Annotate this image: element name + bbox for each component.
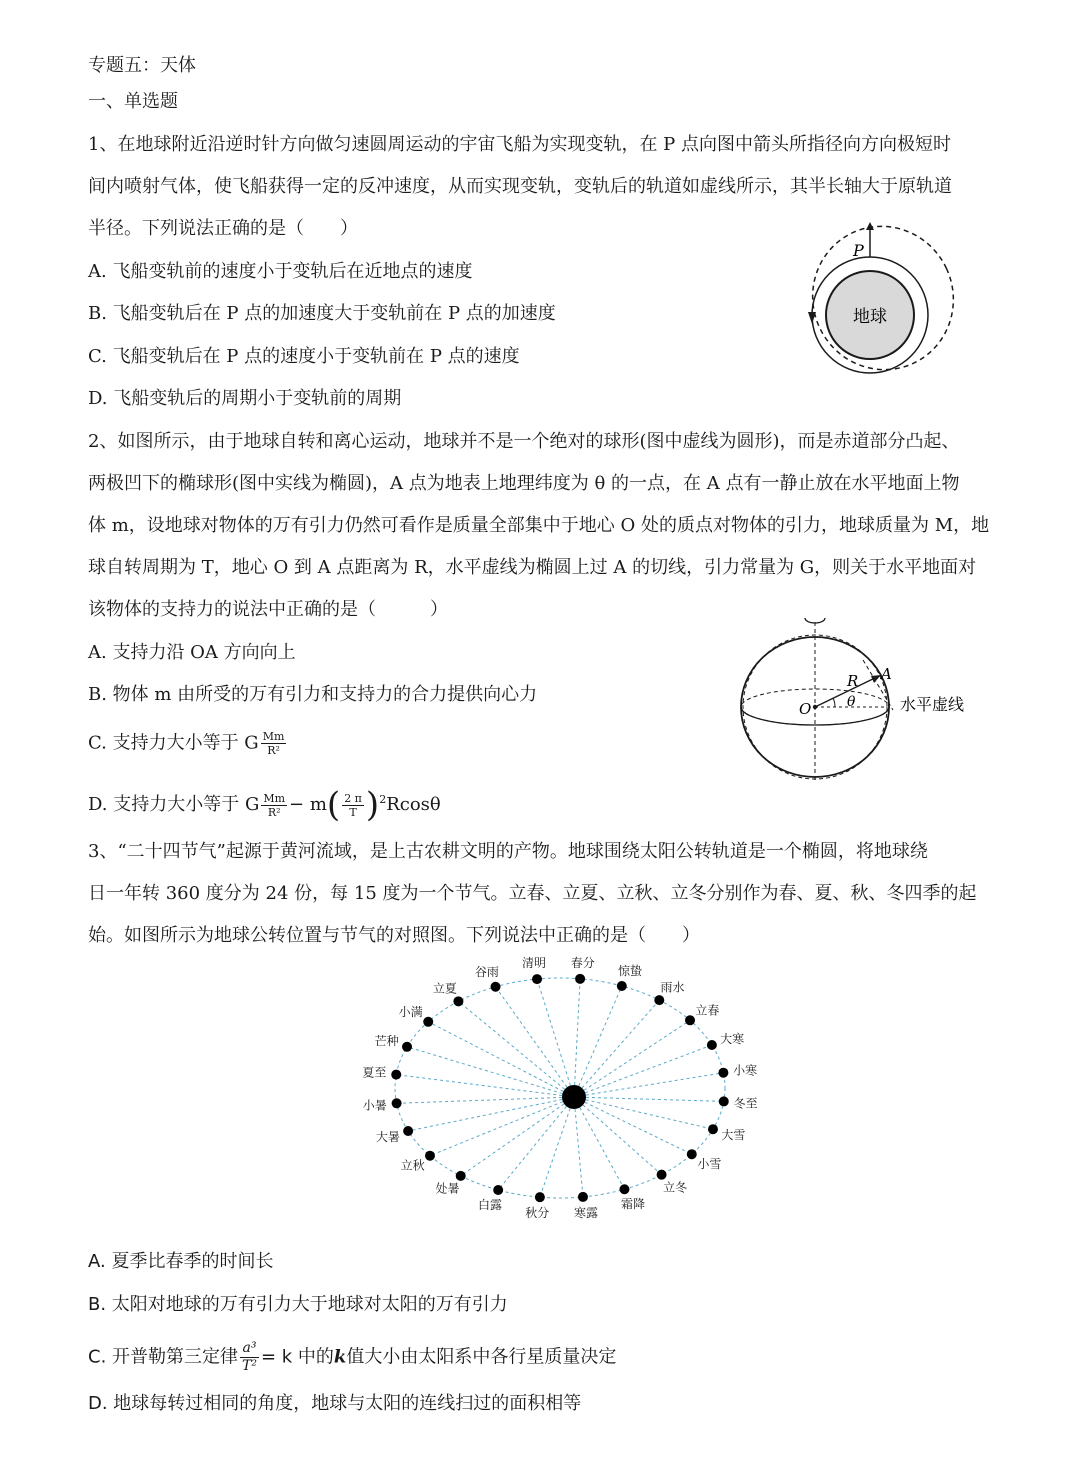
term-dot — [687, 1149, 697, 1159]
term-label: 大雪 — [721, 1128, 746, 1143]
term-label: 芒种 — [374, 1033, 399, 1048]
term-label: 惊蛰 — [618, 964, 643, 979]
label-r: R — [847, 672, 859, 690]
term-label: 清明 — [521, 956, 546, 971]
direction-arrow-icon — [808, 312, 816, 324]
term-label: 小寒 — [733, 1063, 758, 1078]
term-dot — [453, 996, 463, 1006]
q1-option-c[interactable]: C. 飞船变轨后在 P 点的速度小于变轨前在 P 点的速度 — [88, 346, 520, 367]
label-a: A — [881, 665, 892, 683]
term-dot — [532, 974, 542, 984]
q2-stem-line-4: 球自转周期为 T，地心 O 到 A 点距离为 R，水平虚线为椭圆上过 A 的切线，引力常量为 G，则关于水平地面对 — [88, 557, 977, 578]
term-label: 立秋 — [400, 1158, 425, 1173]
term-spoke — [574, 1097, 692, 1154]
term-label: 雨水 — [660, 980, 685, 995]
term-dot — [535, 1192, 545, 1202]
q2-option-d-prefix: D. 支持力大小等于 G — [88, 794, 260, 815]
term-label: 秋分 — [525, 1206, 550, 1221]
earth-label: 地球 — [853, 307, 887, 327]
term-spoke — [574, 1097, 724, 1101]
q3-option-b[interactable]: B. 太阳对地球的万有引力大于地球对太阳的万有引力 — [88, 1294, 508, 1315]
q2-option-a[interactable]: A. 支持力沿 OA 方向向上 — [88, 642, 296, 663]
page-title: 专题五：天体 — [88, 55, 196, 76]
label-theta: θ — [847, 694, 856, 710]
term-label: 大寒 — [720, 1031, 745, 1046]
term-spoke — [574, 986, 622, 1097]
term-spoke — [574, 1097, 662, 1175]
q1-orbit-figure — [795, 220, 965, 390]
earth-orbit — [395, 978, 725, 1198]
q3-option-c-mid: = k 中的 — [260, 1346, 334, 1368]
term-dot — [403, 1126, 413, 1136]
term-dot — [657, 1170, 667, 1180]
label-o: O — [799, 700, 812, 718]
q3-option-c-prefix: C. 开普勒第三定律 — [88, 1346, 239, 1368]
label-horizontal: 水平虚线 — [900, 695, 965, 714]
term-dot — [617, 981, 627, 991]
section-heading: 一、单选题 — [88, 91, 178, 112]
term-spoke — [574, 979, 580, 1097]
sun — [562, 1085, 586, 1109]
term-label: 春分 — [570, 955, 595, 970]
term-spoke — [574, 1045, 712, 1097]
solar-terms-diagram — [340, 955, 758, 1235]
q2-option-d-exponent: 2 — [379, 793, 387, 806]
q1-option-b[interactable]: B. 飞船变轨后在 P 点的加速度大于变轨前在 P 点的加速度 — [88, 303, 556, 324]
term-spoke — [428, 1022, 574, 1097]
q2-option-c[interactable] — [88, 730, 288, 757]
q2-stem-line-2: 两极凹下的椭球形(图中实线为椭圆)，A 点为地表上地理纬度为 θ 的一点，在 A 点有一静止放在水平地面上物 — [88, 473, 960, 494]
term-dot — [685, 1015, 695, 1025]
arrow-head-icon — [866, 222, 874, 230]
term-label: 大暑 — [375, 1130, 400, 1145]
term-label: 立春 — [695, 1003, 720, 1018]
term-dot — [708, 1124, 718, 1134]
radius-arrow-icon — [871, 675, 881, 683]
term-label: 冬至 — [733, 1096, 758, 1111]
q3-option-c-fraction: $\frac{\text{a³}}{\text{T²}}$ — [242, 1340, 257, 1374]
term-dot — [423, 1017, 433, 1027]
term-spoke — [574, 1097, 713, 1129]
term-dot — [619, 1184, 629, 1194]
term-spoke — [574, 1000, 659, 1097]
q3-option-d[interactable]: D. 地球每转过相同的角度，地球与太阳的连线扫过的面积相等 — [88, 1393, 582, 1414]
q2-option-c-prefix: C. 支持力大小等于 G — [88, 732, 259, 754]
term-dot — [392, 1098, 402, 1108]
q2-ellipsoid-figure — [735, 610, 985, 785]
term-dot — [578, 1192, 588, 1202]
term-label: 处暑 — [435, 1181, 460, 1196]
term-dot — [718, 1068, 728, 1078]
term-spoke — [498, 1097, 574, 1190]
term-dot — [654, 995, 664, 1005]
q3-stem-line-2: 日一年转 360 度分为 24 份，每 15 度为一个节气。立春、立夏、立秋、立冬分别作为春、夏、秋、冬四季的起 — [88, 883, 977, 904]
q1-option-d[interactable]: D. 飞船变轨后的周期小于变轨前的周期 — [88, 388, 402, 409]
q3-option-a[interactable]: A. 夏季比春季的时间长 — [88, 1251, 274, 1272]
term-spoke — [396, 1075, 574, 1097]
term-spoke — [430, 1097, 574, 1156]
q2-option-d-inner-fraction: $\frac{2 \pi}{T}$ — [344, 791, 362, 819]
q2-stem-line-1: 2、如图所示，由于地球自转和离心运动，地球并不是一个绝对的球形(图中虚线为圆形)，而是赤道部分凸起、 — [88, 431, 960, 452]
term-label: 小满 — [398, 1005, 423, 1020]
q2-option-b[interactable]: B. 物体 m 由所受的万有引力和支持力的合力提供向心力 — [88, 684, 538, 705]
q2-stem-line-5: 该物体的支持力的说法中正确的是（ ） — [88, 599, 448, 620]
q2-option-d-fraction: $\frac{Mm}{\text{R²}}$ — [263, 791, 286, 819]
term-dot — [719, 1096, 729, 1106]
term-spoke — [458, 1001, 574, 1097]
term-label: 霜降 — [621, 1196, 646, 1211]
term-label: 小暑 — [362, 1098, 387, 1113]
term-spoke — [540, 1097, 574, 1197]
term-spoke — [574, 1073, 723, 1097]
q3-option-c-tail: 值大小由太阳系中各行星质量决定 — [346, 1346, 617, 1368]
term-label: 立夏 — [432, 981, 457, 996]
q1-stem-line-3: 半径。下列说法正确的是（ ） — [88, 218, 358, 239]
q3-stem-line-1: 3、“二十四节气”起源于黄河流域，是上古农耕文明的产物。地球围绕太阳公转轨道是一个椭圆，将地球绕 — [88, 841, 928, 862]
q1-stem-line-2: 间内喷射气体，使飞船获得一定的反冲速度，从而实现变轨，变轨后的轨道如虚线所示，其半长轴大于原轨道 — [88, 176, 952, 197]
term-dot — [493, 1185, 503, 1195]
term-dot — [707, 1040, 717, 1050]
q2-option-d-tail: Rcosθ — [386, 794, 441, 815]
term-dot — [491, 982, 501, 992]
term-label: 小雪 — [697, 1156, 722, 1171]
term-dot — [402, 1042, 412, 1052]
q2-option-d[interactable]: D. 支持力大小等于 G $\frac{Mm}{\text{R²}}$ − m( $\frac{2 \pi}{T}$ )$^2$Rcosθ — [88, 785, 441, 825]
term-spoke — [537, 979, 574, 1097]
term-spoke — [574, 1020, 690, 1097]
q1-option-a[interactable]: A. 飞船变轨前的速度小于变轨后在近地点的速度 — [88, 261, 473, 282]
q2-stem-line-3: 体 m，设地球对物体的万有引力仍然可看作是质量全部集中于地心 O 处的质点对物体的引力，地球质量为 M，地 — [88, 515, 990, 536]
term-label: 白露 — [477, 1197, 502, 1212]
point-p-label: P — [853, 241, 864, 260]
q3-stem-line-3: 始。如图所示为地球公转位置与节气的对照图。下列说法中正确的是（ ） — [88, 925, 700, 946]
center-dot — [813, 705, 817, 709]
term-label: 夏至 — [362, 1065, 387, 1080]
term-dot — [425, 1151, 435, 1161]
q2-option-d-minus: − m — [289, 794, 327, 815]
term-label: 谷雨 — [474, 965, 499, 980]
q3-option-c[interactable] — [88, 1340, 616, 1375]
term-dot — [456, 1171, 466, 1181]
term-spoke — [407, 1047, 574, 1097]
term-spoke — [397, 1097, 574, 1103]
q3-option-c-k: k — [333, 1346, 347, 1368]
q1-stem-line-1: 1、在地球附近沿逆时针方向做匀速圆周运动的宇宙飞船为实现变轨，在 P 点向图中箭头所指径向方向极短时 — [88, 134, 952, 155]
term-spoke — [574, 1097, 624, 1189]
q2-option-c-fraction: $\frac{Mm}{\text{R²}}$ — [262, 730, 285, 757]
term-spoke — [574, 1097, 583, 1197]
term-label: 寒露 — [574, 1205, 599, 1220]
term-label: 立冬 — [663, 1180, 688, 1195]
angle-arc — [833, 698, 835, 707]
term-dot — [391, 1070, 401, 1080]
term-dot — [575, 974, 585, 984]
